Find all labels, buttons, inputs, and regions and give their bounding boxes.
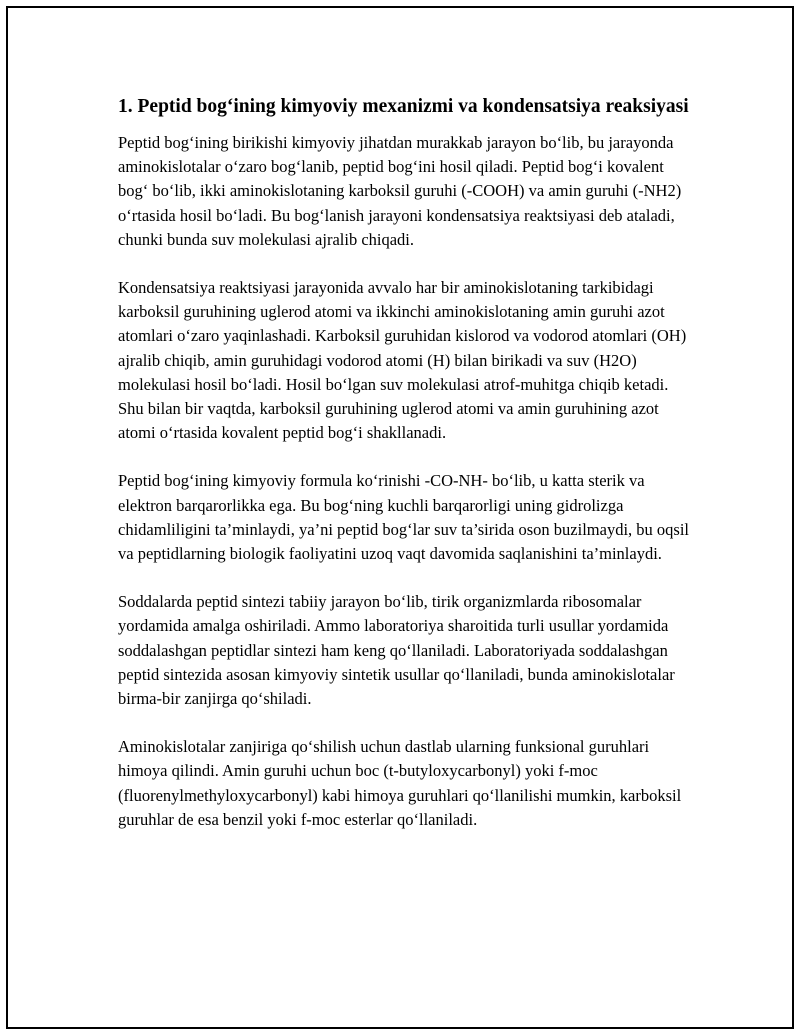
- section-heading: 1. Peptid bog‘ining kimyoviy mexanizmi va kondensatsiya reaksiyasi: [118, 96, 689, 117]
- paragraph-5: Aminokislotalar zanjiriga qo‘shilish uchun dastlab ularning funksional guruhlari himoya qilindi. Amin guruhi uchun boc (t-butyloxycarbonyl) yoki f-moc (fluorenylmethyloxycarbonyl) kabi himoya guruhlari qo‘llanilishi mumkin, karboksil guruhlar de esa benzil yoki f-moc esterlar qo‘llaniladi.: [118, 737, 682, 829]
- document-body: [118, 93, 698, 856]
- paragraph-2: Kondensatsiya reaktsiyasi jarayonida avvalo har bir aminokislotaning tarkibidagi karboksil guruhining uglerod atomi va ikkinchi aminokislotaning amin guruhi azot atomlari o‘zaro yaqinlashadi. Karboksil guruhidan kislorod va vodorod atomlari (OH) ajralib chiqib, amin guruhidagi vodorod atomi (H) bilan birikadi va suv (H2O) molekulasi hosil bo‘ladi. Hosil bo‘lgan suv molekulasi atrof-muhitga chiqib ketadi. Shu bilan bir vaqtda, karboksil guruhining uglerod atomi va amin guruhining azot atomi o‘rtasida kovalent peptid bog‘i shakllanadi.: [118, 278, 687, 443]
- paragraph-3: Peptid bog‘ining kimyoviy formula ko‘rinishi -CO-NH- bo‘lib, u katta sterik va elektron barqarorlikka ega. Bu bog‘ning kuchli barqarorligi uning gidrolizga chidamliligini ta’minlaydi, ya’ni peptid bog‘lar suv ta’sirida oson buzilmaydi, bu oqsil va peptidlarning biologik faoliyatini uzoq vaqt davomida saqlanishini ta’minlaydi.: [118, 471, 689, 564]
- paragraph-4: Soddalarda peptid sintezi tabiiy jarayon bo‘lib, tirik organizmlarda ribosomalar yordamida amalga oshiriladi. Ammo laboratoriya sharoitida turli usullar yordamida soddalashgan peptidlar sintezi ham keng qo‘llaniladi. Laboratoriyada soddalashgan peptid sintezida asosan kimyoviy sintetik usullar qo‘llaniladi, bunda aminokislotalar birma-bir zanjirga qo‘shiladi.: [118, 592, 675, 709]
- paragraph-1: Peptid bog‘ining birikishi kimyoviy jihatdan murakkab jarayon bo‘lib, bu jarayonda aminokislotalar o‘zaro bog‘lanib, peptid bog‘ini hosil qiladi. Peptid bog‘i kovalent bog‘ bo‘lib, ikki aminokislotaning karboksil guruhi (-COOH) va amin guruhi (-NH2) o‘rtasida hosil bo‘ladi. Bu bog‘lanish jarayoni kondensatsiya reaktsiyasi deb ataladi, chunki bunda suv molekulasi ajralib chiqadi.: [118, 133, 682, 249]
